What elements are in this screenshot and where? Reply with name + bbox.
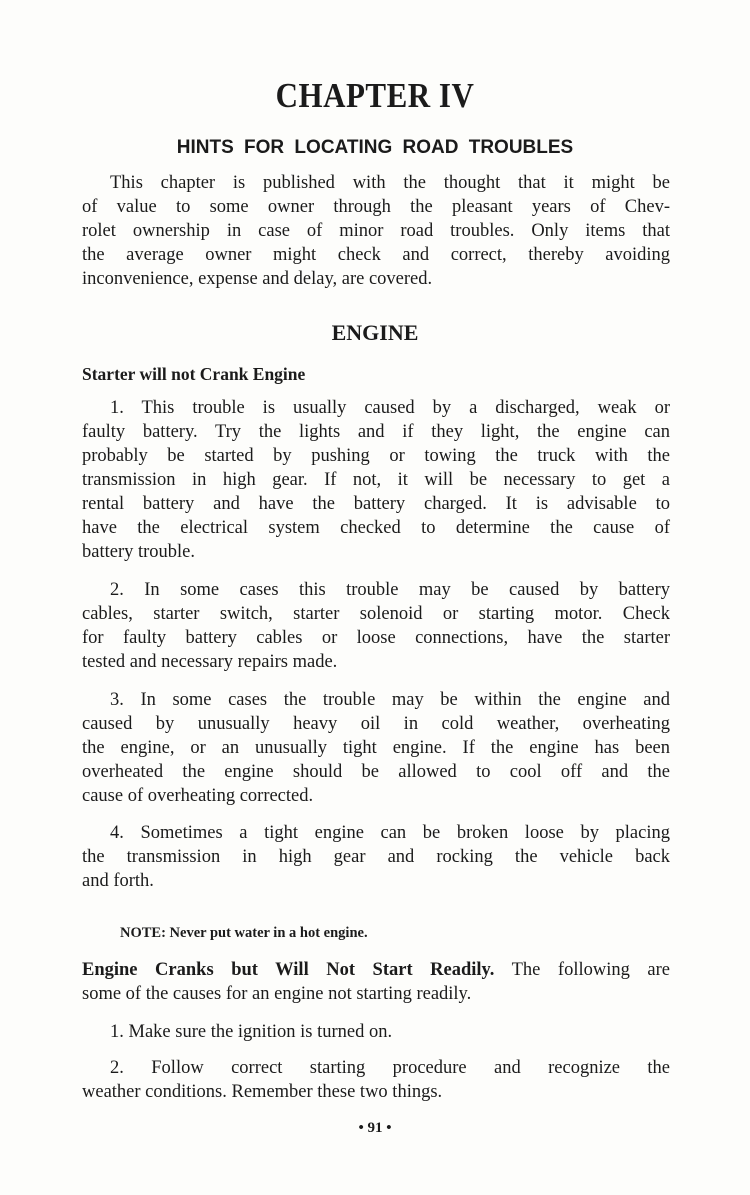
- section-title: ENGINE: [331, 320, 419, 345]
- text-line: faulty battery. Try the lights and if they light, the engine can: [82, 422, 670, 442]
- text-line: rolet ownership in case of minor road troubles. Only items that: [82, 221, 670, 241]
- note: NOTE: Never put water in a hot engine.: [120, 925, 368, 941]
- subsection-heading: Starter will not Crank Engine: [82, 364, 306, 384]
- text-line: 1. Make sure the ignition is turned on.: [110, 1022, 393, 1042]
- text-line: transmission in high gear. If not, it will be necessary to get a: [82, 470, 670, 490]
- text-line: 1. This trouble is usually caused by a discharged, weak or: [110, 398, 670, 418]
- text-line: some of the causes for an engine not starting readily.: [82, 984, 472, 1004]
- text-line: tested and necessary repairs made.: [82, 652, 338, 672]
- cranks-paragraph: [82, 958, 670, 1006]
- text-run: The following are: [511, 960, 670, 980]
- cranks-item-1: [82, 1020, 670, 1044]
- text-line: overheated the engine should be allowed to cool off and the: [82, 762, 670, 782]
- text-line: 3. In some cases the trouble may be within the engine and: [110, 690, 670, 710]
- text-line: of value to some owner through the pleasant years of Chev-: [82, 197, 670, 217]
- text-line: and forth.: [82, 871, 154, 891]
- text-line: probably be started by pushing or towing the truck with the: [82, 446, 670, 466]
- starter-item-3: [82, 688, 670, 808]
- text-line: the transmission in high gear and rocking the vehicle back: [82, 847, 670, 867]
- text-line: cables, starter switch, starter solenoid or starting motor. Check: [82, 604, 670, 624]
- text-line: the engine, or an unusually tight engine. If the engine has been: [82, 738, 670, 758]
- starter-item-1: [82, 396, 670, 564]
- text-line: This chapter is published with the thought that it might be: [110, 173, 670, 193]
- page-number: • 91 •: [358, 1120, 392, 1136]
- text-line: rental battery and have the battery charged. It is advisable to: [82, 494, 670, 514]
- text-line: [82, 958, 670, 982]
- chapter-title: CHAPTER IV: [275, 75, 475, 116]
- chapter-subtitle: HINTS FOR LOCATING ROAD TROUBLES: [176, 137, 574, 158]
- text-line: weather conditions. Remember these two things.: [82, 1082, 443, 1102]
- text-line: have the electrical system checked to determine the cause of: [82, 518, 670, 538]
- text-line: 2. In some cases this trouble may be caused by battery: [110, 580, 670, 600]
- starter-item-4: [82, 821, 670, 893]
- cranks-heading: Engine Cranks but Will Not Start Readily.: [82, 960, 495, 980]
- text-line: the average owner might check and correct, thereby avoiding: [82, 245, 670, 265]
- text-line: cause of overheating corrected.: [82, 786, 314, 806]
- text-line: 2. Follow correct starting procedure and recognize the: [110, 1058, 670, 1078]
- text-line: caused by unusually heavy oil in cold weather, overheating: [82, 714, 670, 734]
- intro-paragraph: [82, 171, 670, 291]
- text-line: battery trouble.: [82, 542, 196, 562]
- text-line: 4. Sometimes a tight engine can be broken loose by placing: [110, 823, 670, 843]
- cranks-item-2: [82, 1056, 670, 1104]
- text-line: inconvenience, expense and delay, are covered.: [82, 269, 433, 289]
- text-line: for faulty battery cables or loose connections, have the starter: [82, 628, 670, 648]
- starter-item-2: [82, 578, 670, 674]
